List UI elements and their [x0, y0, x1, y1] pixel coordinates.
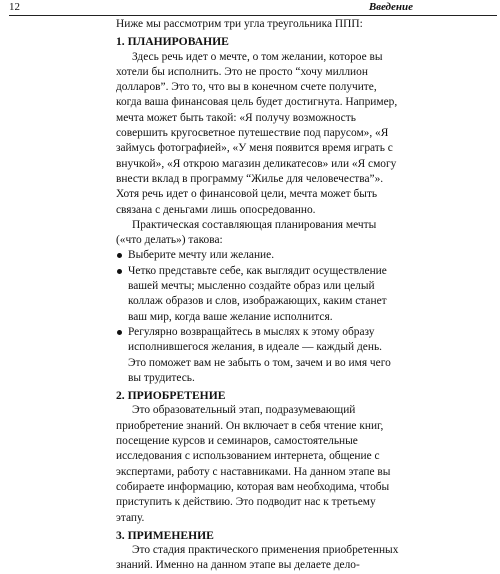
section-heading: 1. ПЛАНИРОВАНИЕ	[116, 35, 229, 49]
bullet-icon	[117, 269, 122, 274]
paragraph: Здесь речь идет о мечте, о том желании, которое вы хотели бы исполнить. Это не просто “хочу миллион долларов”. Это то, что вы в конечном счете получите, когда ваша финансовая цель будет достигнута. Например, мечта может быть такой: «Я получу возможность совершить кругосветное путешествие под парусом», «Я займусь фотографией», «У меня появится время играть с внучкой», «Я открою магазин деликатесов» или «Я смогу внести вклад в программу “Жилье для человечества”». Хотя речь идет о финансовой цели, мечта может быть связана с деньгами лишь опосредованно.	[116, 50, 398, 216]
paragraph: Это стадия практического применения приобретенных знаний. Именно на данном этапе вы делаете дело-	[116, 544, 399, 572]
section-planning	[116, 34, 399, 386]
bullet-item	[116, 248, 399, 263]
bullet-list	[116, 248, 399, 355]
running-title: Введение	[368, 1, 413, 13]
bullet-item	[116, 325, 399, 356]
bullet-text: Регулярно возвращайтесь в мыслях к этому образу исполнившегося желания, в идеале — каждый день.	[128, 325, 382, 354]
paragraph: Практическая составляющая планирования мечты («что делать») такова:	[116, 218, 377, 247]
bullet-item	[116, 264, 399, 325]
bullet-icon	[117, 253, 122, 258]
page-number: 12	[9, 1, 20, 13]
bullet-text: Выберите мечту или желание.	[128, 249, 275, 262]
paragraph: Это образовательный этап, подразумевающий приобретение знаний. Он включает в себя чтение книг, посещение курсов и семинаров, самостоятельные исследования с использованием интернета, общение с экспертами, работу с наставниками. На данном этапе вы собираете информацию, которая вам необходима, чтобы приступить к действию. Это подводит нас к третьему этапу.	[116, 404, 391, 524]
section-heading: 3. ПРИМЕНЕНИЕ	[116, 528, 214, 542]
intro-line: Ниже мы рассмотрим три угла треугольника ППП:	[116, 18, 363, 30]
bullet-continuation: Это поможет вам не забыть о том, зачем и во имя чего вы трудитесь.	[128, 356, 391, 384]
section-application	[116, 528, 399, 574]
body-text	[116, 17, 399, 574]
section-heading: 2. ПРИОБРЕТЕНИЕ	[116, 389, 226, 403]
bullet-text: Четко представьте себе, как выглядит осуществление вашей мечты; мысленно создайте образ или целый коллаж образов и слов, изображающих, каким станет ваш мир, когда ваше желание исполнится.	[128, 264, 387, 323]
bullet-icon	[117, 330, 122, 335]
section-acquisition	[116, 388, 399, 526]
page-header	[9, 0, 497, 16]
